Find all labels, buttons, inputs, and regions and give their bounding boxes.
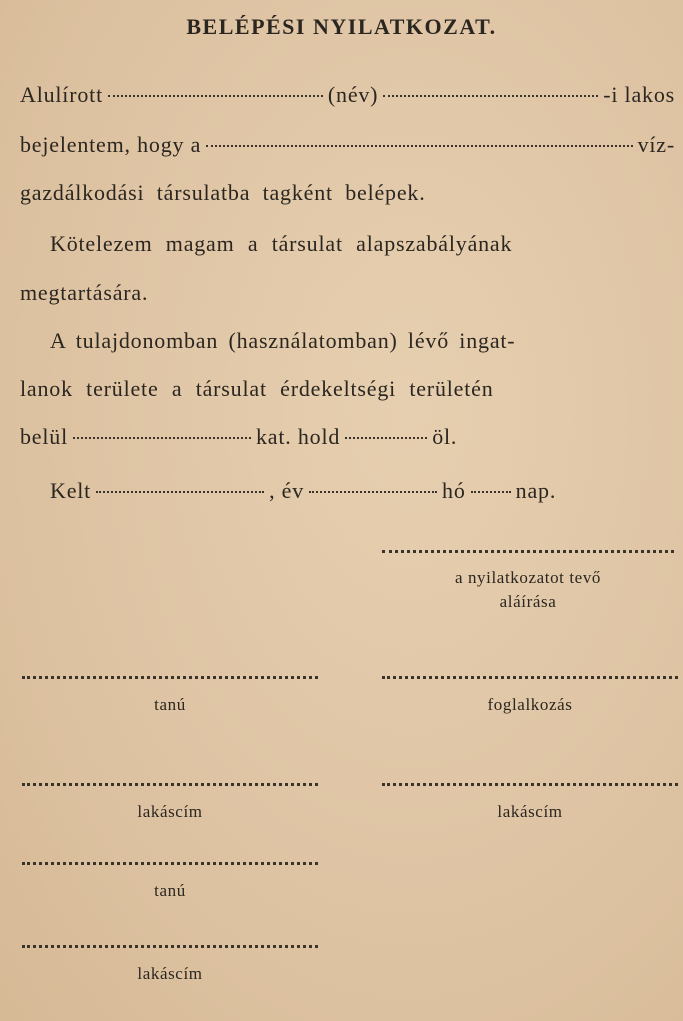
- hold-field[interactable]: [73, 437, 251, 439]
- witness1-signature-field[interactable]: [22, 676, 318, 679]
- year-field[interactable]: [309, 491, 437, 493]
- address2-field[interactable]: [382, 783, 678, 786]
- association-field[interactable]: [206, 145, 632, 147]
- line-megtartasara: [20, 280, 675, 306]
- text-tulajdonomban: A tulajdonomban (használatomban) lévő ingat-: [50, 328, 516, 353]
- line-association: [20, 132, 675, 158]
- address3-field[interactable]: [22, 945, 318, 948]
- declarant-label-line1: a nyilatkozatot tevő: [454, 568, 602, 587]
- form-title: BELÉPÉSI NYILATKOZAT.: [186, 14, 497, 39]
- text-kotelezem: Kötelezem magam a társulat alapszabályának: [50, 231, 513, 256]
- line-area: [20, 424, 675, 450]
- label-nap: nap.: [515, 478, 557, 503]
- declarant-label-line2: aláírása: [499, 592, 557, 611]
- address1-label: lakáscím: [137, 802, 203, 821]
- label-viz: víz-: [637, 132, 675, 157]
- label-belul: belül: [20, 424, 68, 449]
- label-ev: , év: [269, 478, 305, 503]
- text-lanok: lanok területe a társulat érdekeltségi területén: [20, 376, 494, 401]
- address1-field[interactable]: [22, 783, 318, 786]
- text-gazdalkodasi: gazdálkodási társulatba tagként belépek.: [20, 180, 426, 205]
- line-gazdalkodasi: [20, 180, 675, 206]
- occupation-label: foglalkozás: [487, 695, 573, 714]
- occupation-field[interactable]: [382, 676, 678, 679]
- label-nev: (név): [327, 82, 379, 107]
- label-bejelentem: bejelentem, hogy a: [20, 132, 202, 157]
- witness1-label: tanú: [154, 695, 186, 714]
- line-lanok: [20, 376, 675, 402]
- label-ol: öl.: [432, 424, 458, 449]
- text-megtartasara: megtartására.: [20, 280, 149, 305]
- line-name: [20, 82, 675, 108]
- line-kotelezem: [20, 231, 675, 257]
- line-date: [20, 478, 675, 504]
- label-kat-hold: kat. hold: [256, 424, 341, 449]
- witness2-signature-field[interactable]: [22, 862, 318, 865]
- address2-label: lakáscím: [497, 802, 563, 821]
- label-i-lakos: -i lakos: [603, 82, 675, 107]
- label-alulirott: Alulírott: [20, 82, 103, 107]
- name-field[interactable]: [108, 95, 323, 97]
- ol-field[interactable]: [345, 437, 427, 439]
- label-kelt: Kelt: [50, 478, 92, 503]
- label-ho: hó: [442, 478, 466, 503]
- residence-field[interactable]: [383, 95, 598, 97]
- place-field[interactable]: [96, 491, 264, 493]
- witness2-label: tanú: [154, 881, 186, 900]
- day-field[interactable]: [471, 491, 511, 493]
- line-tulajdonomban: [20, 328, 675, 354]
- declarant-signature-field[interactable]: [382, 550, 674, 553]
- address3-label: lakáscím: [137, 964, 203, 983]
